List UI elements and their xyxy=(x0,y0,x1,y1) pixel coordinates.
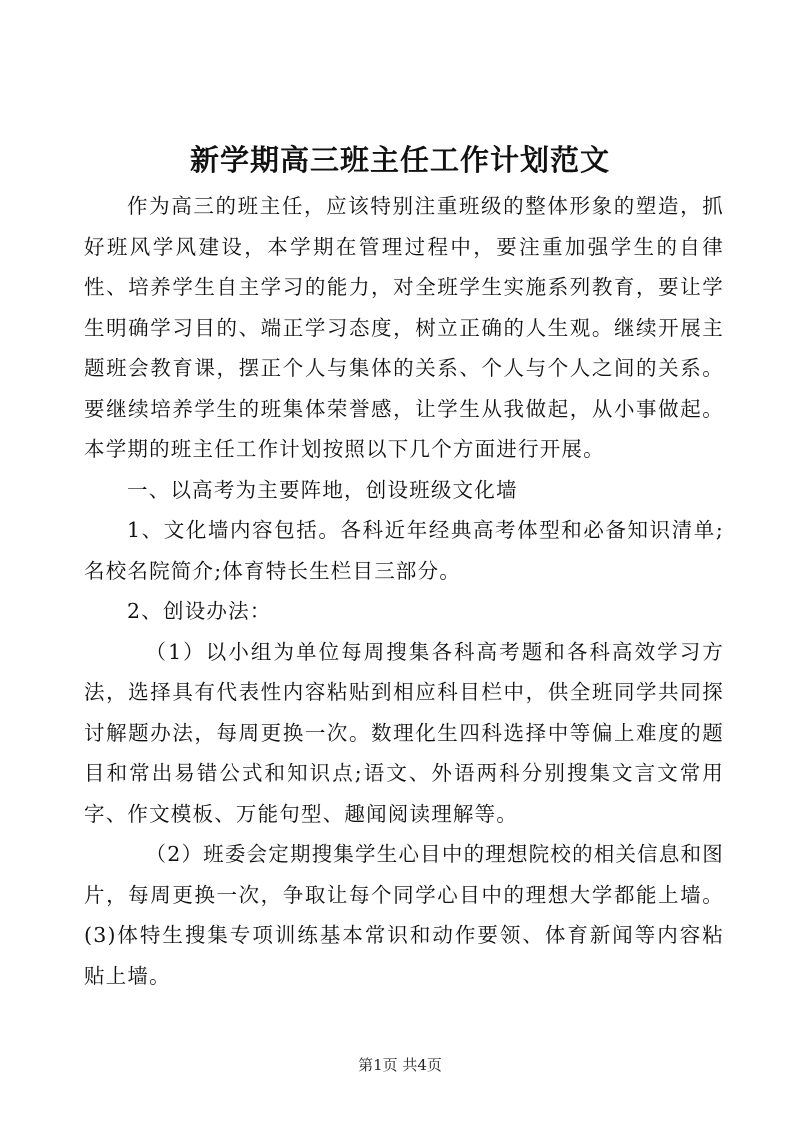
intro-paragraph: 作为高三的班主任，应该特别注重班级的整体形象的塑造，抓好班风学风建设，本学期在管理过程中，要注重加强学生的自律性、培养学生自主学习的能力，对全班学生实施系列教育，要让学生明确学习目的、端正学习态度，树立正确的人生观。继续开展主题班会教育课，摆正个人与集体的关系、个人与个人之间的关系。要继续培养学生的班集体荣誉感，让学生从我做起，从小事做起。本学期的班主任工作计划按照以下几个方面进行开展。 xyxy=(84,194,724,461)
document-body xyxy=(84,186,724,996)
method-item-1: （1）以小组为单位每周搜集各科高考题和各科高效学习方法，选择具有代表性内容粘贴到相应科目栏中，供全班同学共同探讨解题办法，每周更换一次。数理化生四科选择中等偏上难度的题目和常出易错公式和知识点;语文、外语两科分别搜集文言文常用字、作文模板、万能句型、趣闻阅读理解等。 xyxy=(84,639,724,826)
document-title: 新学期高三班主任工作计划范文 xyxy=(189,143,610,177)
content-paragraph: 1、文化墙内容包括。各科近年经典高考体型和必备知识清单;名校名院简介;体育特长生栏目三部分。 xyxy=(84,518,724,583)
method-item-2: （2）班委会定期搜集学生心目中的理想院校的相关信息和图片，每周更换一次，争取让每个同学心目中的理想大学都能上墙。(3)体特生搜集专项训练基本常识和动作要领、体育新闻等内容粘贴上墙。 xyxy=(84,842,724,988)
section-heading: 一、以高考为主要阵地，创设班级文化墙 xyxy=(127,477,518,502)
page-footer: 第1页 共4页 xyxy=(358,1056,442,1074)
method-heading: 2、创设办法： xyxy=(127,599,272,623)
